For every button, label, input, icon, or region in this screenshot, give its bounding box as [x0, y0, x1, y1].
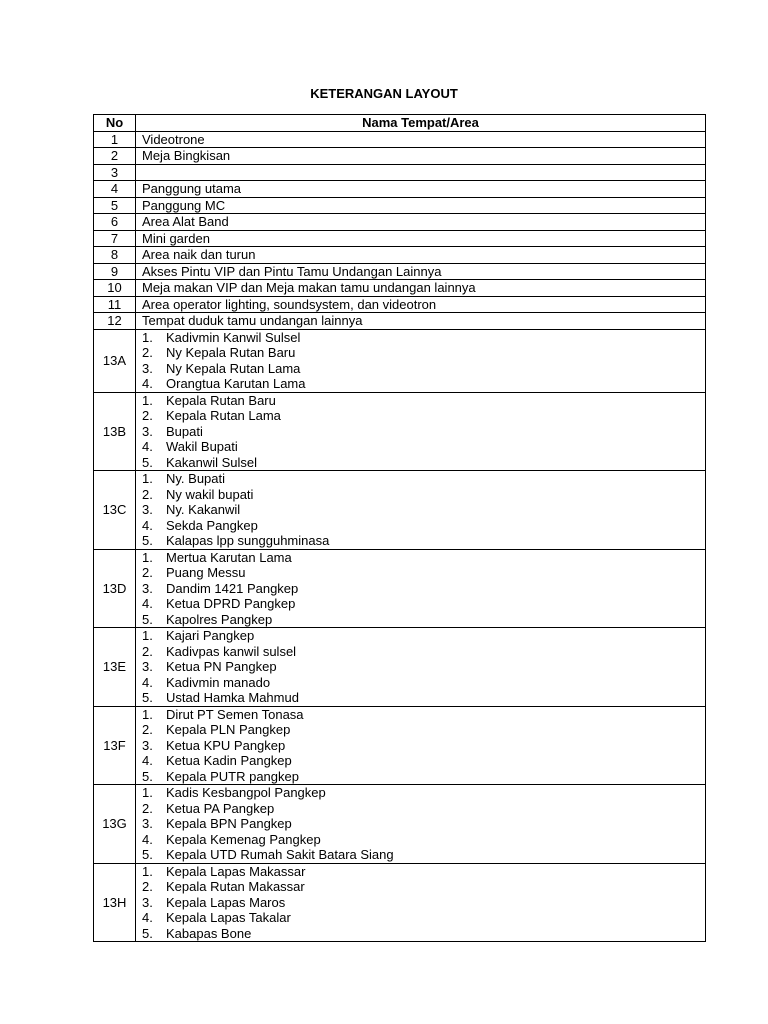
list-item-text: Kepala Rutan Lama: [166, 408, 281, 423]
list-item: [142, 376, 705, 392]
list-item-number: 1.: [142, 549, 153, 565]
list-item: [142, 612, 705, 628]
list-item: [142, 455, 705, 471]
list-item-number: 5.: [142, 925, 153, 941]
list-item-text: Kalapas lpp sungguhminasa: [166, 533, 330, 548]
row-area-name: Area operator lighting, soundsystem, dan videotron: [136, 296, 706, 313]
list-item-number: 2.: [142, 486, 153, 502]
list-item-number: 4.: [142, 439, 153, 454]
row-number: 3: [94, 164, 136, 181]
list-item-text: Ny. Kakanwil: [166, 502, 241, 517]
list-item-text: Ustad Hamka Mahmud: [166, 690, 299, 705]
list-item-number: 4.: [142, 910, 153, 925]
list-item: [142, 690, 705, 706]
list-item-text: Kapolres Pangkep: [166, 611, 273, 627]
list-item: [142, 753, 705, 769]
row-area-name: Panggung utama: [136, 181, 706, 198]
list-item: [142, 879, 705, 895]
group-number: 13H: [94, 863, 136, 942]
list-item-number: 5.: [142, 768, 153, 784]
table-row: [94, 296, 706, 313]
list-item-number: 2.: [142, 565, 153, 580]
table-row: [94, 148, 706, 165]
list-item: [142, 644, 705, 660]
table-row: [94, 131, 706, 148]
list-item-number: 3.: [142, 894, 153, 910]
list-item-text: Bupati: [166, 423, 203, 439]
list-item-text: Kadivmin Kanwil Sulsel: [166, 329, 301, 345]
list-item-text: Kepala Rutan Makassar: [166, 879, 305, 894]
list-item-number: 3.: [142, 659, 153, 674]
table-header-row: [94, 115, 706, 132]
list-item-text: Kepala Lapas Takalar: [166, 910, 291, 925]
list-item: [142, 910, 705, 926]
table-body: [94, 131, 706, 942]
list-item-number: 3.: [142, 502, 153, 517]
list-item-number: 4.: [142, 753, 153, 768]
list-item-number: 1.: [142, 628, 153, 643]
table-group-row: [94, 471, 706, 550]
list-item-text: Dandim 1421 Pangkep: [166, 580, 299, 596]
list-item-text: Ny wakil bupati: [166, 486, 254, 502]
list-item: [142, 707, 705, 723]
list-item-number: 4.: [142, 831, 153, 847]
group-list: [136, 785, 706, 864]
list-item: [142, 785, 705, 801]
table-row: [94, 247, 706, 264]
row-number: 2: [94, 148, 136, 165]
group-list: [136, 471, 706, 550]
row-number: 11: [94, 296, 136, 313]
list-item-number: 2.: [142, 408, 153, 423]
list-item-text: Kepala PUTR pangkep: [166, 768, 299, 784]
list-item-number: 2.: [142, 800, 153, 816]
list-item: [142, 565, 705, 581]
list-item-number: 1.: [142, 785, 153, 800]
list-item-text: Ketua KPU Pangkep: [166, 737, 286, 753]
row-number: 12: [94, 313, 136, 330]
table-row: [94, 313, 706, 330]
list-item-number: 3.: [142, 423, 153, 439]
list-item-text: Kepala PLN Pangkep: [166, 722, 291, 737]
row-number: 8: [94, 247, 136, 264]
row-area-name: Tempat duduk tamu undangan lainnya: [136, 313, 706, 330]
table-group-row: [94, 392, 706, 471]
row-number: 5: [94, 197, 136, 214]
group-number: 13D: [94, 549, 136, 628]
list-item: [142, 550, 705, 566]
group-number: 13G: [94, 785, 136, 864]
table-row: [94, 181, 706, 198]
list-item-number: 1.: [142, 863, 153, 879]
table-row: [94, 230, 706, 247]
row-number: 1: [94, 131, 136, 148]
group-number: 13C: [94, 471, 136, 550]
list-item-number: 3.: [142, 816, 153, 831]
list-item-text: Orangtua Karutan Lama: [166, 376, 306, 391]
row-area-name: Videotrone: [136, 131, 706, 148]
group-number: 13F: [94, 706, 136, 785]
table-group-row: [94, 549, 706, 628]
list-item-number: 1.: [142, 471, 153, 486]
list-item: [142, 722, 705, 738]
list-item-number: 3.: [142, 360, 153, 376]
list-item: [142, 926, 705, 942]
list-item-text: Kepala Rutan Baru: [166, 392, 276, 408]
table-group-row: [94, 785, 706, 864]
list-item: [142, 816, 705, 832]
table-row: [94, 263, 706, 280]
table-group-row: [94, 628, 706, 707]
list-item: [142, 769, 705, 785]
table-group-row: [94, 329, 706, 392]
group-list: [136, 329, 706, 392]
row-area-name: [136, 164, 706, 181]
document-title: KETERANGAN LAYOUT: [310, 86, 458, 101]
list-item-text: Kepala Lapas Makassar: [166, 863, 306, 879]
list-item: [142, 847, 705, 863]
list-item: [142, 471, 705, 487]
list-item: [142, 518, 705, 534]
list-item: [142, 345, 705, 361]
list-item-number: 2.: [142, 879, 153, 894]
header-name: Nama Tempat/Area: [136, 115, 706, 132]
group-list: [136, 549, 706, 628]
list-item-text: Kabapas Bone: [166, 925, 252, 941]
list-item-text: Kepala Lapas Maros: [166, 894, 286, 910]
table-row: [94, 280, 706, 297]
list-item-text: Sekda Pangkep: [166, 517, 258, 533]
table-group-row: [94, 706, 706, 785]
list-item-text: Dirut PT Semen Tonasa: [166, 706, 304, 722]
list-item: [142, 581, 705, 597]
group-list: [136, 392, 706, 471]
list-item: [142, 659, 705, 675]
list-item-text: Ny Kepala Rutan Baru: [166, 345, 296, 360]
list-item-text: Puang Messu: [166, 565, 246, 580]
list-item-text: Wakil Bupati: [166, 439, 238, 454]
list-item: [142, 393, 705, 409]
list-item-number: 5.: [142, 533, 153, 548]
row-area-name: Area naik dan turun: [136, 247, 706, 264]
group-list: [136, 706, 706, 785]
list-item-text: Kepala Kemenag Pangkep: [166, 831, 321, 847]
row-number: 4: [94, 181, 136, 198]
row-number: 9: [94, 263, 136, 280]
list-item-number: 1.: [142, 329, 153, 345]
list-item-text: Kajari Pangkep: [166, 628, 255, 643]
group-number: 13A: [94, 329, 136, 392]
list-item-text: Mertua Karutan Lama: [166, 549, 292, 565]
row-number: 7: [94, 230, 136, 247]
list-item-number: 2.: [142, 643, 153, 659]
list-item: [142, 864, 705, 880]
list-item: [142, 675, 705, 691]
list-item-text: Ny. Bupati: [166, 471, 226, 486]
list-item-text: Ketua PA Pangkep: [166, 800, 275, 816]
row-number: 6: [94, 214, 136, 231]
list-item: [142, 487, 705, 503]
list-item-number: 1.: [142, 706, 153, 722]
list-item-number: 2.: [142, 722, 153, 737]
list-item-text: Kadivmin manado: [166, 674, 271, 690]
row-area-name: Akses Pintu VIP dan Pintu Tamu Undangan Lainnya: [136, 263, 706, 280]
list-item-text: Ny Kepala Rutan Lama: [166, 360, 301, 376]
row-number: 10: [94, 280, 136, 297]
list-item-number: 3.: [142, 737, 153, 753]
list-item: [142, 801, 705, 817]
list-item: [142, 738, 705, 754]
row-area-name: Mini garden: [136, 230, 706, 247]
list-item-text: Kadis Kesbangpol Pangkep: [166, 785, 326, 800]
list-item-text: Kadivpas kanwil sulsel: [166, 643, 297, 659]
group-list: [136, 628, 706, 707]
list-item-text: Ketua DPRD Pangkep: [166, 596, 296, 611]
list-item-number: 4.: [142, 596, 153, 611]
list-item: [142, 895, 705, 911]
row-area-name: Panggung MC: [136, 197, 706, 214]
list-item-number: 5.: [142, 847, 153, 862]
list-item-text: Ketua PN Pangkep: [166, 659, 277, 674]
table-row: [94, 197, 706, 214]
group-list: [136, 863, 706, 942]
group-number: 13B: [94, 392, 136, 471]
list-item: [142, 628, 705, 644]
list-item: [142, 408, 705, 424]
row-area-name: Meja makan VIP dan Meja makan tamu undangan lainnya: [136, 280, 706, 297]
group-number: 13E: [94, 628, 136, 707]
list-item-number: 2.: [142, 345, 153, 360]
table-group-row: [94, 863, 706, 942]
list-item-number: 4.: [142, 376, 153, 391]
list-item: [142, 361, 705, 377]
list-item-text: Kepala BPN Pangkep: [166, 816, 292, 831]
list-item: [142, 596, 705, 612]
list-item-number: 5.: [142, 611, 153, 627]
list-item-number: 1.: [142, 392, 153, 408]
list-item: [142, 424, 705, 440]
list-item: [142, 832, 705, 848]
table-row: [94, 214, 706, 231]
list-item: [142, 533, 705, 549]
header-no: No: [94, 115, 136, 132]
list-item-text: Kakanwil Sulsel: [166, 454, 258, 470]
list-item: [142, 502, 705, 518]
list-item-number: 5.: [142, 690, 153, 705]
list-item-text: Kepala UTD Rumah Sakit Batara Siang: [166, 847, 394, 862]
list-item-number: 4.: [142, 674, 153, 690]
list-item-number: 4.: [142, 517, 153, 533]
row-area-name: Area Alat Band: [136, 214, 706, 231]
list-item: [142, 330, 705, 346]
list-item-number: 5.: [142, 454, 153, 470]
table-row: [94, 164, 706, 181]
list-item-text: Ketua Kadin Pangkep: [166, 753, 292, 768]
list-item-number: 3.: [142, 580, 153, 596]
row-area-name: Meja Bingkisan: [136, 148, 706, 165]
list-item: [142, 439, 705, 455]
layout-table: [93, 114, 706, 942]
